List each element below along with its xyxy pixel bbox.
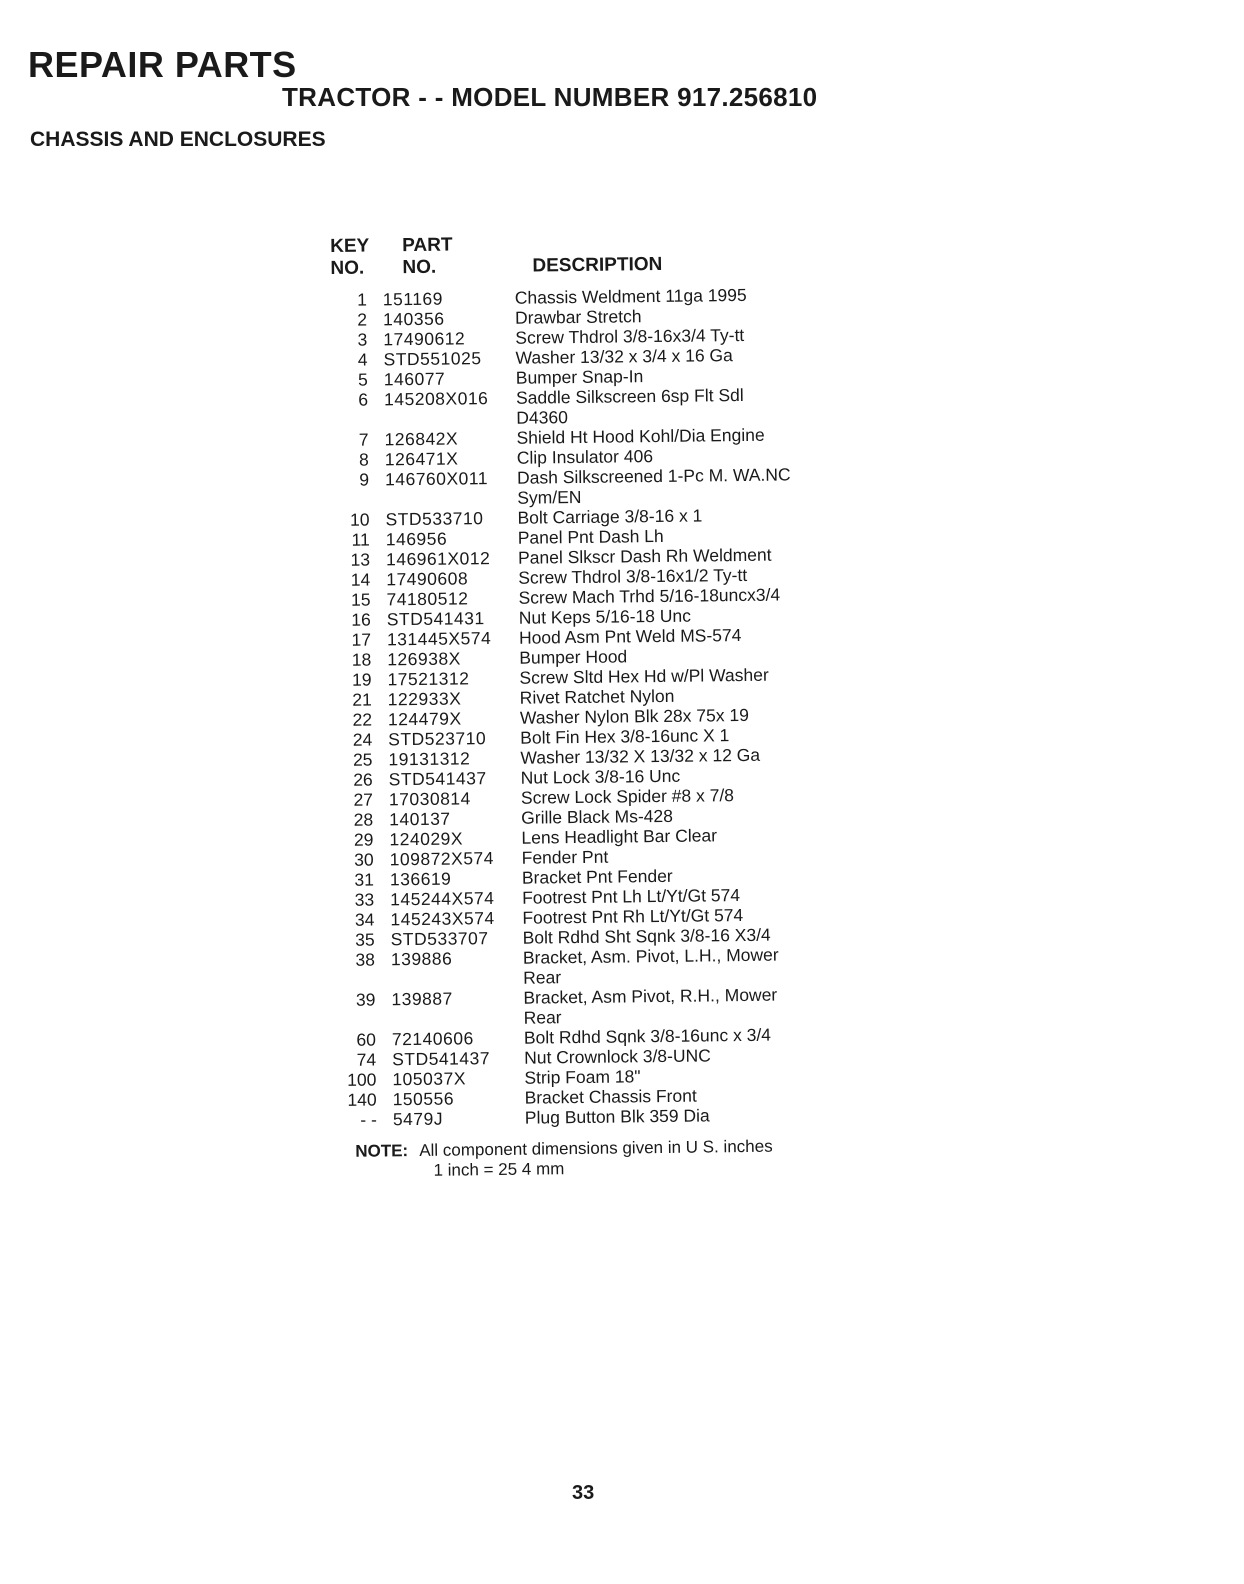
part-number: 131445X574 (386, 628, 492, 650)
part-description: Footrest Pnt Lh Lt/Yt/Gt 574 (522, 885, 741, 908)
page-number: 33 (572, 1482, 595, 1504)
part-number: STD533710 (385, 508, 484, 530)
key-number: 16 (351, 609, 371, 630)
part-number: 19131312 (388, 748, 471, 770)
key-number: 27 (353, 789, 374, 810)
note (341, 1135, 901, 1182)
part-description: Panel Slkscr Dash Rh Weldment (517, 544, 772, 568)
note-label: NOTE: (355, 1141, 409, 1161)
key-number: 9 (359, 469, 370, 490)
part-description: Lens Headlight Bar Clear (521, 825, 718, 848)
part-header-line1: PART (402, 234, 453, 257)
key-number: 34 (354, 909, 375, 930)
key-number: 25 (352, 749, 373, 770)
key-number: 29 (353, 829, 374, 850)
part-number: 145243X574 (390, 908, 495, 930)
part-description: Washer 13/32 x 3/4 x 16 Ga (515, 345, 733, 368)
part-description: Panel Pnt Dash Lh (517, 525, 664, 548)
part-description: Washer Nylon Blk 28x 75x 19 (519, 704, 749, 728)
part-description: Screw Thdrol 3/8-16x3/4 Ty-tt (515, 324, 745, 348)
part-description: Fender Pnt (521, 846, 609, 868)
key-number: 1 (356, 289, 367, 310)
part-description: Chassis Weldment 11ga 1995 (514, 284, 747, 308)
part-description: Plug Button Blk 359 Dia (524, 1105, 710, 1128)
parts-list-header (330, 223, 891, 280)
part-number: STD533707 (390, 928, 489, 950)
key-number: 18 (351, 649, 372, 670)
key-number: 38 (355, 949, 376, 970)
key-header-line1: KEY (330, 235, 370, 257)
part-number: 17521312 (387, 668, 470, 690)
key-number: 7 (358, 429, 369, 450)
part-number: 17030814 (388, 788, 471, 810)
part-description: Bolt Rdhd Sqnk 3/8-16unc x 3/4 (523, 1024, 772, 1048)
part-number: 17490612 (383, 328, 466, 350)
part-description: Bumper Snap-In (515, 366, 644, 388)
part-description: Rivet Ratchet Nylon (519, 685, 675, 708)
page-title: REPAIR PARTS (28, 44, 297, 85)
part-description: Strip Foam 18" (524, 1066, 641, 1088)
part-number: 109872X574 (389, 848, 495, 870)
key-number: 15 (350, 589, 371, 610)
key-number: 14 (350, 569, 371, 590)
key-number: 31 (354, 869, 375, 890)
part-description: Bolt Rdhd Sht Sqnk 3/8-16 X3/4 (522, 924, 771, 948)
key-number: 140 (347, 1089, 377, 1110)
part-description: Screw Sltd Hex Hd w/Pl Washer (519, 664, 769, 688)
key-number: 3 (357, 329, 368, 350)
note-line1: All component dimensions given in U S. inches (419, 1136, 773, 1160)
part-description: Nut Crownlock 3/8-UNC (524, 1045, 711, 1068)
table-row (333, 463, 893, 510)
part-number: 72140606 (391, 1028, 474, 1050)
part-number: 126842X (384, 428, 459, 450)
part-number: 5479J (392, 1108, 444, 1130)
part-description: Nut Keps 5/16-18 Unc (518, 605, 692, 628)
key-number: 17 (351, 629, 372, 650)
key-number: 11 (351, 529, 370, 550)
part-number: STD541437 (392, 1048, 491, 1070)
part-description: Grille Black Ms-428 (521, 805, 674, 828)
part-description: Bolt Carriage 3/8-16 x 1 (517, 505, 703, 528)
part-description: Drawbar Stretch (514, 306, 642, 328)
part-header-line2: NO. (402, 256, 437, 279)
part-description: Screw Thdrol 3/8-16x1/2 Ty-tt (518, 564, 748, 588)
model-number-heading: TRACTOR - - MODEL NUMBER 917.256810 (282, 82, 818, 112)
part-description: Footrest Pnt Rh Lt/Yt/Gt 574 (522, 905, 744, 928)
key-number: 28 (353, 809, 374, 830)
part-number: 126471X (384, 448, 459, 470)
key-number: 10 (349, 509, 370, 530)
part-number: 146956 (385, 528, 448, 550)
key-number: 6 (358, 389, 369, 410)
part-number: 146961X012 (385, 548, 491, 570)
part-number: 140356 (382, 308, 445, 330)
part-description: Bracket, Asm. Pivot, L.H., Mower Rear (522, 944, 779, 988)
part-number: 17490608 (386, 568, 469, 590)
part-number: 151169 (382, 288, 444, 310)
key-number: 33 (354, 889, 375, 910)
part-number: 136619 (389, 868, 452, 890)
part-description: Saddle Silkscreen 6sp Flt Sdl D4360 (515, 384, 744, 428)
part-number: STD551025 (383, 348, 482, 370)
part-number: STD541431 (386, 608, 485, 630)
key-number: 100 (347, 1069, 377, 1090)
part-description: Bracket, Asm Pivot, R.H., Mower Rear (523, 984, 778, 1028)
part-number: 124029X (389, 828, 464, 850)
key-number: 21 (352, 689, 372, 710)
key-header-line2: NO. (330, 257, 365, 279)
table-row (332, 383, 892, 430)
part-description: Screw Mach Trhd 5/16-18uncx3/4 (518, 584, 781, 608)
part-description: Washer 13/32 X 13/32 x 12 Ga (520, 744, 761, 768)
part-description: Shield Ht Hood Kohl/Dia Engine (516, 424, 765, 448)
part-number: 139886 (390, 948, 453, 970)
part-description: Bracket Pnt Fender (521, 865, 673, 888)
section-heading: CHASSIS AND ENCLOSURES (30, 128, 326, 151)
part-number: 145208X016 (383, 388, 489, 410)
key-number: 2 (357, 309, 368, 330)
table-row (339, 983, 899, 1030)
key-number: 30 (354, 849, 374, 870)
part-description: Screw Lock Spider #8 x 7/8 (520, 785, 735, 808)
key-no-header (330, 235, 383, 280)
part-description: Clip Insulator 406 (516, 446, 654, 468)
part-number: STD541437 (388, 768, 487, 790)
parts-rows (331, 283, 901, 1130)
key-number: 4 (357, 349, 368, 370)
key-number: 60 (356, 1029, 377, 1050)
part-description: Bumper Hood (519, 646, 628, 668)
part-number: 146760X011 (384, 468, 489, 490)
note-line2: 1 inch = 25 4 mm (433, 1159, 565, 1180)
key-number: 26 (353, 769, 373, 790)
part-description: Bolt Fin Hex 3/8-16unc X 1 (520, 725, 730, 748)
part-description: Hood Asm Pnt Weld MS-574 (518, 625, 742, 648)
table-row (339, 943, 899, 990)
part-description: Nut Lock 3/8-16 Unc (520, 765, 681, 788)
part-number: 124479X (387, 708, 462, 730)
part-description: Bracket Chassis Front (524, 1085, 697, 1108)
key-number: 39 (355, 989, 376, 1010)
key-number: 13 (350, 549, 371, 570)
part-number: 139887 (391, 988, 453, 1010)
key-number: 74 (356, 1049, 377, 1070)
part-number: 122933X (387, 688, 462, 710)
key-number: 24 (352, 729, 373, 750)
key-number: 35 (355, 929, 375, 950)
key-number: 22 (352, 709, 373, 730)
key-number: 5 (357, 369, 368, 390)
part-number: 146077 (383, 368, 446, 390)
part-number: 74180512 (386, 588, 469, 610)
description-header: DESCRIPTION (532, 253, 663, 277)
part-no-header (382, 234, 533, 280)
part-number: 150556 (392, 1088, 455, 1110)
key-number: 8 (358, 449, 369, 470)
part-description: Dash Silkscreened 1-Pc M. WA.NC Sym/EN (516, 464, 791, 508)
part-number: STD523710 (388, 728, 487, 750)
key-number: 19 (351, 669, 372, 690)
part-number: 105037X (392, 1068, 467, 1090)
part-number: 126938X (387, 648, 461, 670)
parts-list (330, 223, 902, 1182)
part-number: 140137 (389, 808, 451, 830)
note-text (419, 1137, 773, 1181)
key-number: - - (360, 1109, 377, 1130)
part-number: 145244X574 (390, 888, 495, 910)
